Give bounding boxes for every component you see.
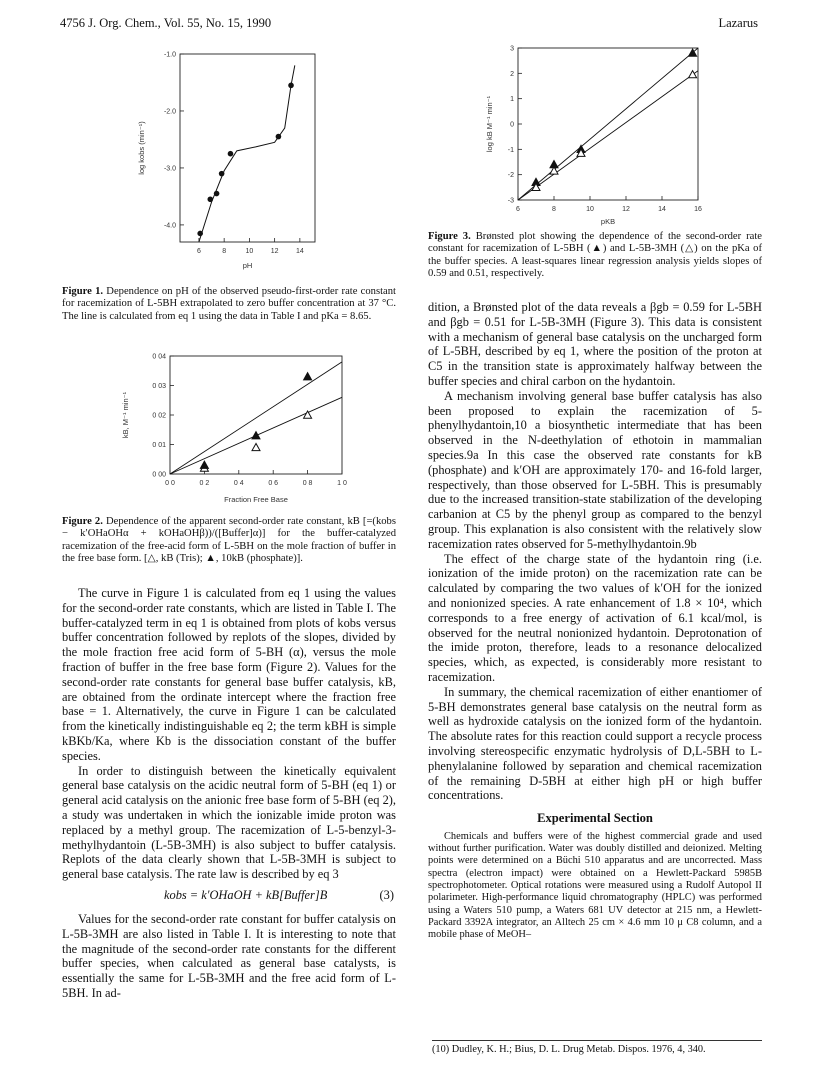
- x-tick-label: 1 0: [337, 480, 347, 487]
- x-tick-label: 10: [245, 248, 254, 255]
- paragraph: The effect of the charge state of the hydantoin ring (i.e. ionization of the imide proton) on the racemization rate can be calculated by comparing the two values of k′OH for the ionized and nonionized species. A rate enhancement of 1.8 × 10⁴, which corresponds to a free energy of activation of 6.1 kcal/mol, is observed for the neutral nonionized hydantoin. Deprotonation of the imide proton, therefore, leads to a resonance delocalized species, which, as expected, is considerably more resistant to racemization.: [428, 551, 762, 684]
- x-tick-label: 6: [516, 206, 520, 213]
- data-point: [207, 196, 213, 202]
- y-tick-label: 0: [510, 121, 514, 129]
- x-tick-label: 10: [586, 206, 594, 213]
- right-column-body: [428, 300, 762, 942]
- y-tick-label: 0 02: [152, 412, 166, 420]
- paragraph: In summary, the chemical racemization of either enantiomer of 5-BH demonstrates general base catalysis on the neutral form as well as hydroxide catalysis on the ionized form of the hydantoin. The absolute rates for this reaction could support a recycle process involving stereospecific enzymatic hydrolysis of D,L-5BH to L-phenylalanine followed by separation and chemical racemization of the remaining D-5BH at either high pH or high buffer concentrations.: [428, 684, 762, 803]
- x-tick-label: 8: [222, 248, 227, 255]
- figure-2-chart: [80, 350, 380, 512]
- y-tick-label: 1: [510, 96, 514, 104]
- x-tick-label: 0 0: [165, 480, 175, 487]
- plot-frame: [170, 356, 342, 474]
- x-tick-label: 12: [622, 206, 630, 213]
- data-point: [219, 171, 225, 177]
- y-tick-label: -3.0: [163, 165, 176, 173]
- data-point: [200, 461, 208, 468]
- y-axis-label: log kB M⁻¹ min⁻¹: [485, 95, 494, 153]
- figure-3-chart: [480, 44, 720, 228]
- figure-3-caption-text: Brønsted plot showing the dependence of the second-order rate constant for racemization of L-5BH (▲) and L-5B-3MH (△) on the pKa of the buffer species. A least-squares linear regression analysis yields slopes of 0.59 and 0.51, respectively.: [428, 231, 762, 279]
- section-title: Experimental Section: [537, 811, 653, 826]
- x-axis-label: pH: [242, 261, 253, 270]
- y-tick-label: -2.0: [163, 108, 176, 116]
- data-point: [689, 71, 697, 78]
- figure-3-label: Figure 3.: [428, 231, 471, 242]
- x-tick-label: 8: [552, 206, 556, 213]
- data-point: [304, 373, 312, 380]
- data-point: [228, 151, 234, 157]
- fit-line: [170, 362, 342, 474]
- author-name: Lazarus: [718, 16, 758, 30]
- x-axis-label: pKB: [600, 217, 616, 226]
- journal-citation: 4756 J. Org. Chem., Vol. 55, No. 15, 1990: [60, 16, 272, 30]
- plot-frame: [180, 54, 315, 242]
- x-tick-label: 12: [270, 248, 279, 255]
- fit-line: [518, 48, 698, 200]
- paragraph: In order to distinguish between the kinetically equivalent general base catalysis on the acidic neutral form of 5-BH (eq 1) or general acid catalysis on the anionic free base form of 5-BH (eq 2), a study was undertaken in which the ionizable imide proton was replaced by a methyl group. The racemization of L-5-benzyl-3-methylhydantoin (L-5B-3MH) is also subject to buffer catalysis. Replots of the data clearly shown that L-5B-3MH is subject to general base catalysis. The rate law is described by eq 3: [62, 763, 396, 882]
- figure-2-label: Figure 2.: [62, 516, 103, 527]
- figure-2-caption: [62, 516, 396, 565]
- data-point: [304, 411, 312, 418]
- x-tick-label: 0 8: [302, 480, 313, 487]
- y-tick-label: 0 01: [152, 442, 166, 449]
- x-tick-label: 0 4: [233, 480, 244, 487]
- data-point: [252, 432, 260, 439]
- figure-1-chart: [130, 46, 330, 278]
- x-tick-label: 16: [694, 206, 702, 213]
- equation-3: [62, 886, 396, 906]
- experimental-text: [428, 831, 762, 942]
- paragraph: dition, a Brønsted plot of the data reveals a βgb = 0.59 for L-5BH and βgb = 0.51 for L-5B-3MH (Figure 3). This data is consistent with a mechanism of general base catalysis on the uncharged form of L-5BH, described by eq 1, where the position of the proton at C5 in the transition state is approximately halfway between the buffer species and chiral carbon on the hydantoin.: [428, 300, 762, 388]
- x-tick-label: 14: [295, 248, 304, 255]
- x-axis-label: Fraction Free Base: [224, 495, 288, 504]
- fit-line: [518, 71, 698, 200]
- paragraph: A mechanism involving general base buffer catalysis has also been proposed to explain the racemization of 5-phenylhydantoin,10 a biosynthetic intermediate that has been observed in the N-deethylation of ethotoin in mammalian species.9a In this case the observed rate constants for kB (phosphate) and k′OH are approximately 170- and 16-fold larger, respectively, than those observed for L-5BH. This is presumably due to the increased transition-state stabilization of the developing carbanion at C5 by the phenyl group as compared to the benzyl group. This explanation is also consistent with the relatively slow racemization rates observed for 5-methylhydantoin.9b: [428, 388, 762, 551]
- equation-text: kobs = k′OHaOH + kB[Buffer]B: [164, 887, 328, 902]
- figure-3-caption: [428, 231, 762, 280]
- data-point: [276, 134, 282, 140]
- fit-line: [199, 65, 295, 242]
- x-tick-label: 6: [196, 248, 201, 255]
- equation-number: (3): [379, 887, 394, 902]
- data-point: [288, 83, 294, 89]
- y-tick-label: 2: [510, 70, 514, 78]
- y-axis-label: log kobs (min⁻¹): [137, 121, 146, 175]
- x-tick-label: 0 2: [199, 480, 210, 487]
- footnote: (10) Dudley, K. H.; Bius, D. L. Drug Metab. Dispos. 1976, 4, 340.: [432, 1040, 762, 1055]
- data-point: [214, 191, 220, 197]
- x-tick-label: 14: [658, 206, 666, 213]
- y-tick-label: -1: [507, 146, 514, 154]
- y-tick-label: -4.0: [163, 222, 176, 230]
- figure-1-label: Figure 1.: [62, 286, 104, 297]
- paragraph: The curve in Figure 1 is calculated from eq 1 using the values for the second-order rate constants, which are listed in Table I. The buffer-catalyzed term in eq 1 is obtained from plots of kobs versus buffer concentration followed by replots of the slopes, divided by the mole fraction free acid form of 5-BH (α), versus the mole fraction of buffer in the free base form (Figure 2). Values for the second-order rate constants for general base buffer catalysis, kB, are obtained from the ordinate intercept where the fraction free base = 1. Alternatively, the curve in Figure 1 can be calculated from the kinetically indistinguishable eq 2; the term kBH is simple kBKb/Ka, where Kb is the dissociation constant of the buffer species.: [62, 586, 396, 763]
- left-column-body: [62, 586, 396, 1001]
- y-tick-label: 0 04: [152, 353, 166, 361]
- y-tick-label: 3: [510, 45, 514, 53]
- figure-1-caption-text: Dependence on pH of the observed pseudo-first-order rate constant for racemization of L-5BH extrapolated to zero buffer concentration at 37 °C. The line is calculated from eq 1 using the data in Table I and pKa = 8.65.: [62, 286, 396, 322]
- y-axis-label: kB, M⁻¹ min⁻¹: [121, 391, 130, 439]
- x-tick-label: 0 6: [268, 480, 279, 487]
- y-tick-label: 0 03: [152, 383, 166, 390]
- paragraph: Values for the second-order rate constant for buffer catalysis on L-5B-3MH are also listed in Table I. It is interesting to note that the magnitude of the second-order rate constants for the different buffer species, when calculated as general base catalysts, is essentially the same for L-5B-3MH and the free acid form of L-5BH. In ad-: [62, 911, 396, 1000]
- y-tick-label: -2: [507, 172, 514, 180]
- figure-2-caption-text: Dependence of the apparent second-order rate constant, kB [=(kobs − k′OHaOHα + kOHaOHβ))/([Buffer]α)] for the buffer-catalyzed racemization of the free-acid form of L-5BH on the mole fraction of buffer in the free base form. [△, kB (Tris); ▲, 10kB (phosphate)].: [62, 516, 396, 564]
- y-tick-label: -3: [507, 197, 514, 205]
- paragraph: Chemicals and buffers were of the highest commercial grade and used without further purification. Water was doubly distilled and deionized. Melting points were determined on a Büchi 510 apparatus and are uncorrected. Mass spectra (electron impact) were obtained on a Hewlett-Packard 5985B spectrophotometer. Optical rotations were measured using a Rudolf Autopol II polarimeter. High-performance liquid chromatography (HPLC) was performed using a Waters 510 pump, a Waters 681 UV detector at 215 nm, a Hewlett-Packard 3392A integrator, an Alltech 25 cm × 4.6 mm 10 μ C8 column, and a mobile phase of MeOH–: [428, 830, 762, 941]
- figure-1-caption: [62, 286, 396, 323]
- y-tick-label: -1.0: [163, 51, 176, 59]
- y-tick-label: 0 00: [152, 471, 166, 479]
- data-point: [197, 231, 203, 237]
- data-point: [252, 443, 260, 450]
